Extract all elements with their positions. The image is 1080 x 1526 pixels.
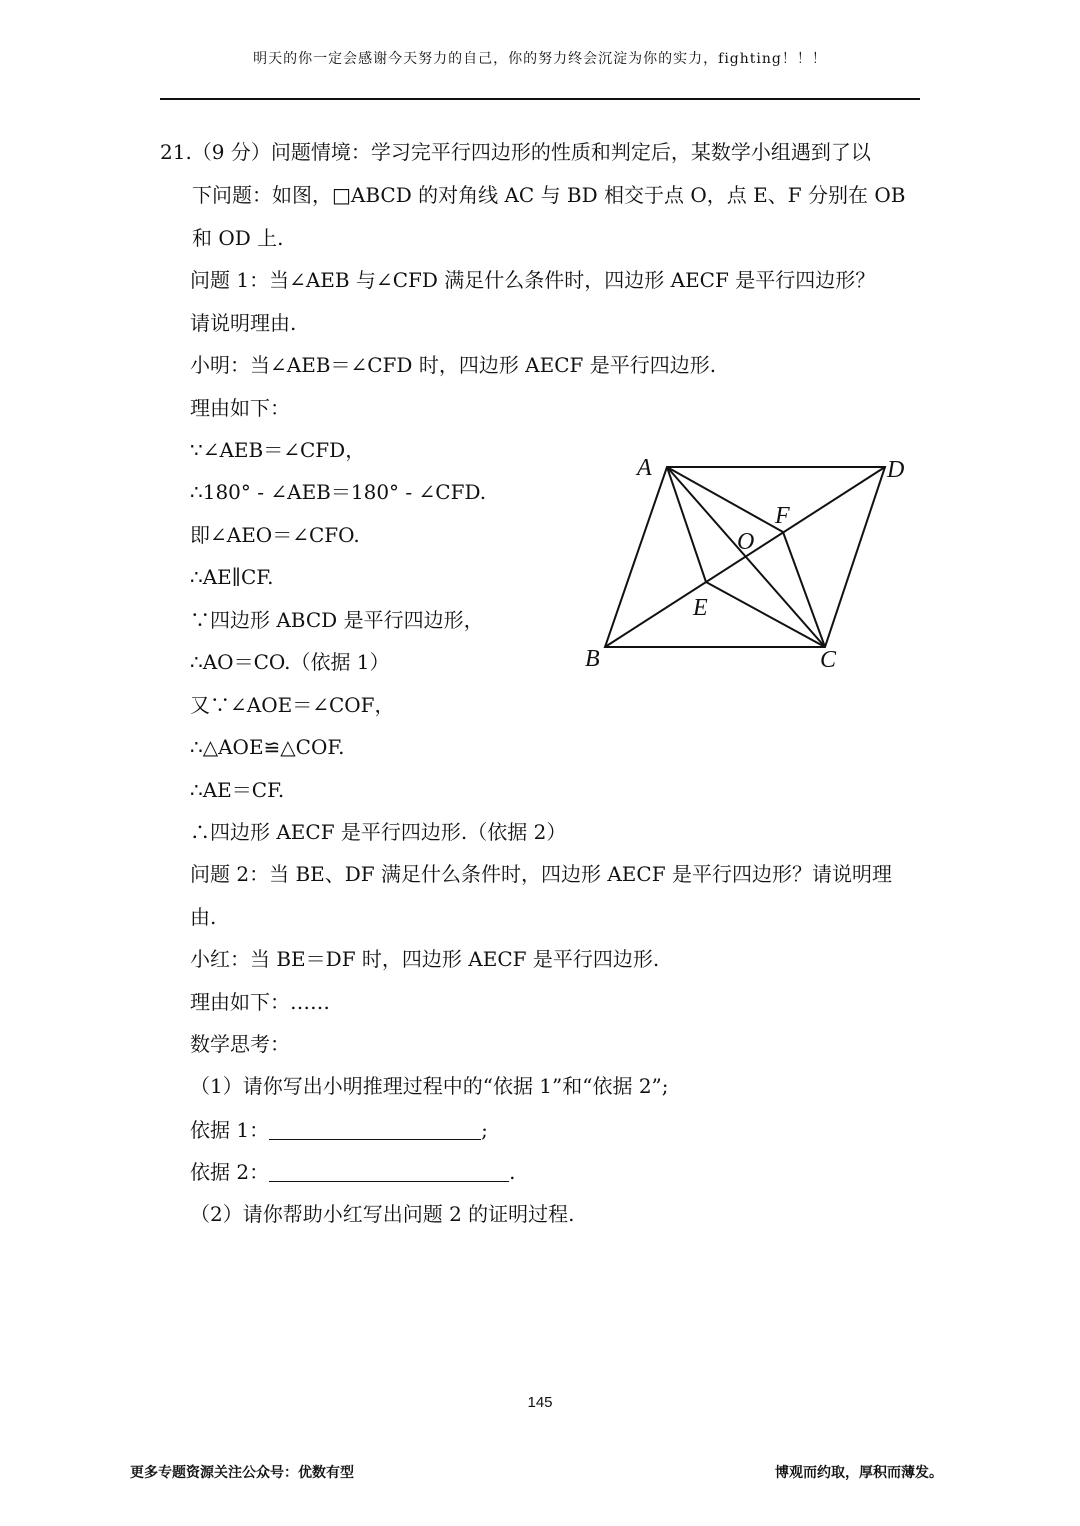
basis-1-row [190,1119,488,1140]
header-motto: 明天的你一定会感谢今天努力的自己，你的努力终会沉淀为你的实力，fighting！！！ [253,51,827,67]
label-f: F [775,503,790,529]
question-part-1: （1）请你写出小明推理过程中的“依据 1”和“依据 2”; [190,1074,669,1098]
proof-line: ∴四边形 AECF 是平行四边形.（依据 2） [190,820,567,844]
header-rule [160,98,920,100]
question-part-2: （2）请你帮助小红写出问题 2 的证明过程. [190,1202,575,1226]
proof-line: 理由如下： [190,396,290,420]
basis-2-answer-blank[interactable] [269,1161,509,1182]
footer-right: 博观而约取，厚积而薄发。 [775,1465,943,1481]
footer-left: 更多专题资源关注公众号：优数有型 [130,1465,354,1481]
basis-2-end: . [509,1160,516,1184]
proof-line: 即∠AEO＝∠CFO. [190,523,360,547]
problem-line: 理由如下：…… [190,990,330,1014]
proof-line: ∴180° - ∠AEB＝180° - ∠CFD. [190,480,487,504]
problem-line: 和 OD 上. [192,226,284,250]
basis-1-label: 依据 1： [190,1118,270,1142]
basis-1-end: ; [481,1118,488,1142]
parallelogram-figure [575,445,915,680]
label-d: D [887,457,905,483]
basis-1-answer-blank[interactable] [269,1119,481,1140]
label-o: O [737,529,755,555]
problem-line: 请说明理由. [190,311,297,335]
proof-line: ∴△AOE≌△COF. [190,735,345,759]
basis-2-label: 依据 2： [190,1160,270,1184]
problem-line: 问题 2：当 BE、DF 满足什么条件时，四边形 AECF 是平行四边形？请说明理 [190,862,892,886]
problem-line: 数学思考： [190,1032,290,1056]
segment-af [667,467,783,532]
label-e: E [693,595,708,621]
problem-line: 由. [190,905,217,929]
problem-line: 下问题：如图，□ABCD 的对角线 AC 与 BD 相交于点 O，点 E、F 分别在 OB [192,183,906,207]
label-b: B [585,646,600,672]
problem-line: 小明：当∠AEB＝∠CFD 时，四边形 AECF 是平行四边形. [190,353,717,377]
label-c: C [820,647,837,673]
proof-line: ∵∠AEB＝∠CFD， [190,438,366,462]
diagonal-bd [605,467,885,647]
segment-fc [783,532,825,647]
basis-2-row [190,1161,515,1182]
page-number: 145 [527,1394,553,1411]
label-a: A [637,455,652,481]
segment-ae [667,467,706,582]
proof-line: ∴AO＝CO.（依据 1） [190,650,390,674]
segment-ec [706,582,825,647]
proof-line: ∴AE＝CF. [190,778,285,802]
proof-line: ∴AE∥CF. [190,565,274,589]
proof-line: ∵四边形 ABCD 是平行四边形， [190,608,484,632]
proof-line: 又∵∠AOE＝∠COF， [190,693,395,717]
problem-line: 小红：当 BE＝DF 时，四边形 AECF 是平行四边形. [190,947,660,971]
problem-line: 21.（9 分）问题情境：学习完平行四边形的性质和判定后，某数学小组遇到了以 [160,140,871,164]
problem-line: 问题 1：当∠AEB 与∠CFD 满足什么条件时，四边形 AECF 是平行四边形？ [190,268,876,292]
